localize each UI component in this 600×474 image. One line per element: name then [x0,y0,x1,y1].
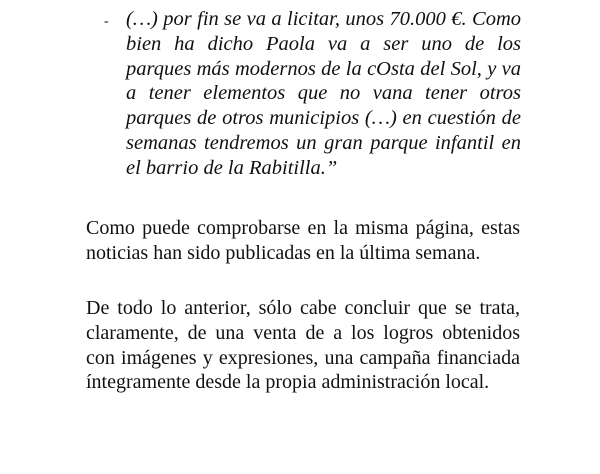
paragraph-conclusion: De todo lo anterior, sólo cabe concluir que se trata, claramente, de una venta de a los logros obtenidos con imágenes y expresiones, una campaña financiada íntegramente desde la propia administración local. [86,297,520,394]
bullet-dash: - [104,14,109,29]
paragraph-publication-note: Como puede comprobarse en la misma página, estas noticias han sido publicadas en la última semana. [86,217,520,264]
quote-bullet-item [100,7,521,181]
quoted-statement [100,7,521,181]
quote-text: (…) por fin se va a licitar, unos 70.000 €. Como bien ha dicho Paola va a ser uno de los parques más modernos de la cOsta del Sol, y va a tener elementos que no vana tener otros parques de otros municipios (…) en cuestión de semanas tendremos un gran parque infantil en el barrio de la Rabitilla.” [126,8,521,179]
